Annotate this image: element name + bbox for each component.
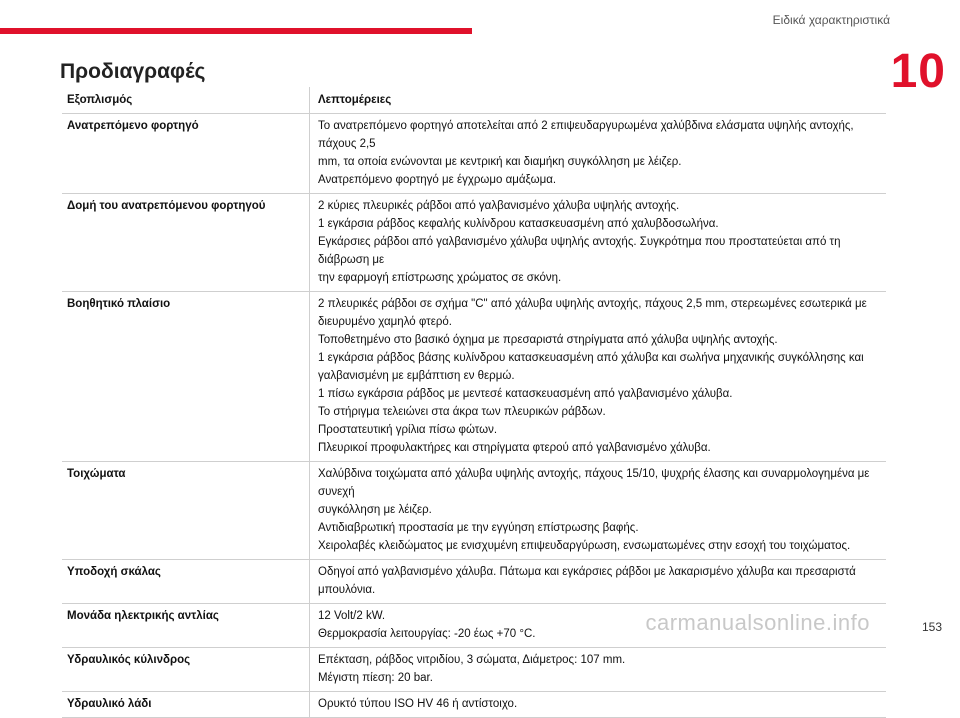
details-cell — [310, 692, 887, 718]
chapter-number: 10 — [890, 45, 946, 98]
details-line: 2 κύριες πλευρικές ράβδοι από γαλβανισμένο χάλυβα υψηλής αντοχής. — [318, 200, 680, 212]
details-line: Εγκάρσιες ράβδοι από γαλβανισμένο χάλυβα υψηλής αντοχής. Συγκρότημα που προστατεύεται από τη διάβρωση με — [318, 236, 841, 266]
table-row — [62, 194, 886, 292]
details-line: Χαλύβδινα τοιχώματα από χάλυβα υψηλής αντοχής, πάχους 15/10, ψυχρής έλασης και συναρμολογημένα με συνεχή — [318, 468, 870, 498]
details-cell — [310, 462, 887, 560]
details-line: Μέγιστη πίεση: 20 bar. — [318, 672, 433, 684]
details-line: Οδηγοί από γαλβανισμένο χάλυβα. Πάτωμα και εγκάρσιες ράβδοι με λακαρισμένο χάλυβα και πρεσαριστά μπουλόνια. — [318, 566, 856, 596]
equipment-label: Υδραυλικό λάδι — [62, 692, 310, 718]
equipment-label: Βοηθητικό πλαίσιο — [62, 292, 310, 462]
details-line: Ορυκτό τύπου ISO HV 46 ή αντίστοιχο. — [318, 698, 518, 710]
column-header-equipment: Εξοπλισμός — [62, 87, 310, 114]
details-line: Το στήριγμα τελειώνει στα άκρα των πλευρικών ράβδων. — [318, 406, 606, 418]
details-cell — [310, 560, 887, 604]
equipment-label: Ανατρεπόμενο φορτηγό — [62, 114, 310, 194]
page-number: 153 — [921, 620, 942, 634]
details-line: Ανατρεπόμενο φορτηγό με έγχρωμο αμάξωμα. — [318, 174, 557, 186]
details-cell — [310, 194, 887, 292]
table-header-row — [62, 87, 886, 114]
details-line: την εφαρμογή επίστρωσης χρώματος σε σκόνη. — [318, 272, 562, 284]
details-cell — [310, 292, 887, 462]
details-line: Επέκταση, ράβδος νιτριδίου, 3 σώματα, Διάμετρος: 107 mm. — [318, 654, 626, 666]
table-row — [62, 560, 886, 604]
accent-bar — [0, 28, 472, 34]
details-line: Αντιδιαβρωτική προστασία με την εγγύηση επίστρωσης βαφής. — [318, 522, 639, 534]
details-line: 2 πλευρικές ράβδοι σε σχήμα "C" από χάλυβα υψηλής αντοχής, πάχους 2,5 mm, στερεωμένες εσωτερικά με — [318, 298, 867, 310]
details-line: Χειρολαβές κλειδώματος με ενισχυμένη επιψευδαργύρωση, ενσωματωμένες στην εσοχή του τοιχώματος. — [318, 540, 851, 552]
details-line: 12 Volt/2 kW. — [318, 610, 386, 622]
details-line: Θερμοκρασία λειτουργίας: -20 έως +70 °C. — [318, 628, 536, 640]
details-line: Προστατευτική γρίλια πίσω φώτων. — [318, 424, 498, 436]
page-title: Προδιαγραφές — [60, 60, 206, 83]
equipment-label: Δομή του ανατρεπόμενου φορτηγού — [62, 194, 310, 292]
equipment-label: Υδραυλικός κύλινδρος — [62, 648, 310, 692]
details-line: Πλευρικοί προφυλακτήρες και στηρίγματα φτερού από γαλβανισμένο χάλυβα. — [318, 442, 711, 454]
details-line: Το ανατρεπόμενο φορτηγό αποτελείται από 2 επιψευδαργυρωμένα χαλύβδινα ελάσματα υψηλής αντοχής, πάχους 2,5 — [318, 120, 854, 150]
details-line: γαλβανισμένη με εμβάπτιση εν θερμώ. — [318, 370, 515, 382]
section-header: Ειδικά χαρακτηριστικά — [772, 13, 890, 27]
watermark: carmanualsonline.info — [645, 610, 870, 635]
equipment-label: Τοιχώματα — [62, 462, 310, 560]
details-cell — [310, 114, 887, 194]
details-line: 1 εγκάρσια ράβδος κεφαλής κυλίνδρου κατασκευασμένη από χαλυβδοσωλήνα. — [318, 218, 719, 230]
table-row — [62, 692, 886, 718]
details-line: Τοποθετημένο στο βασικό όχημα με πρεσαριστά στηρίγματα από χάλυβα υψηλής αντοχής. — [318, 334, 778, 346]
table-row — [62, 114, 886, 194]
equipment-label: Μονάδα ηλεκτρικής αντλίας — [62, 604, 310, 648]
details-cell — [310, 648, 887, 692]
table-row — [62, 292, 886, 462]
equipment-label: Υποδοχή σκάλας — [62, 560, 310, 604]
table-row — [62, 648, 886, 692]
column-header-details: Λεπτομέρειες — [310, 87, 887, 114]
details-line: διευρυμένο χαμηλό φτερό. — [318, 316, 452, 328]
details-line: 1 πίσω εγκάρσια ράβδος με μεντεσέ κατασκευασμένη από γαλβανισμένο χάλυβα. — [318, 388, 733, 400]
details-line: 1 εγκάρσια ράβδος βάσης κυλίνδρου κατασκευασμένη από χάλυβα και σωλήνα μηχανικής συγκόλλησης και — [318, 352, 864, 364]
details-line: mm, τα οποία ενώνονται με κεντρική και διαμήκη συγκόλληση με λέιζερ. — [318, 156, 682, 168]
details-line: συγκόλληση με λέιζερ. — [318, 504, 432, 516]
table-row — [62, 462, 886, 560]
